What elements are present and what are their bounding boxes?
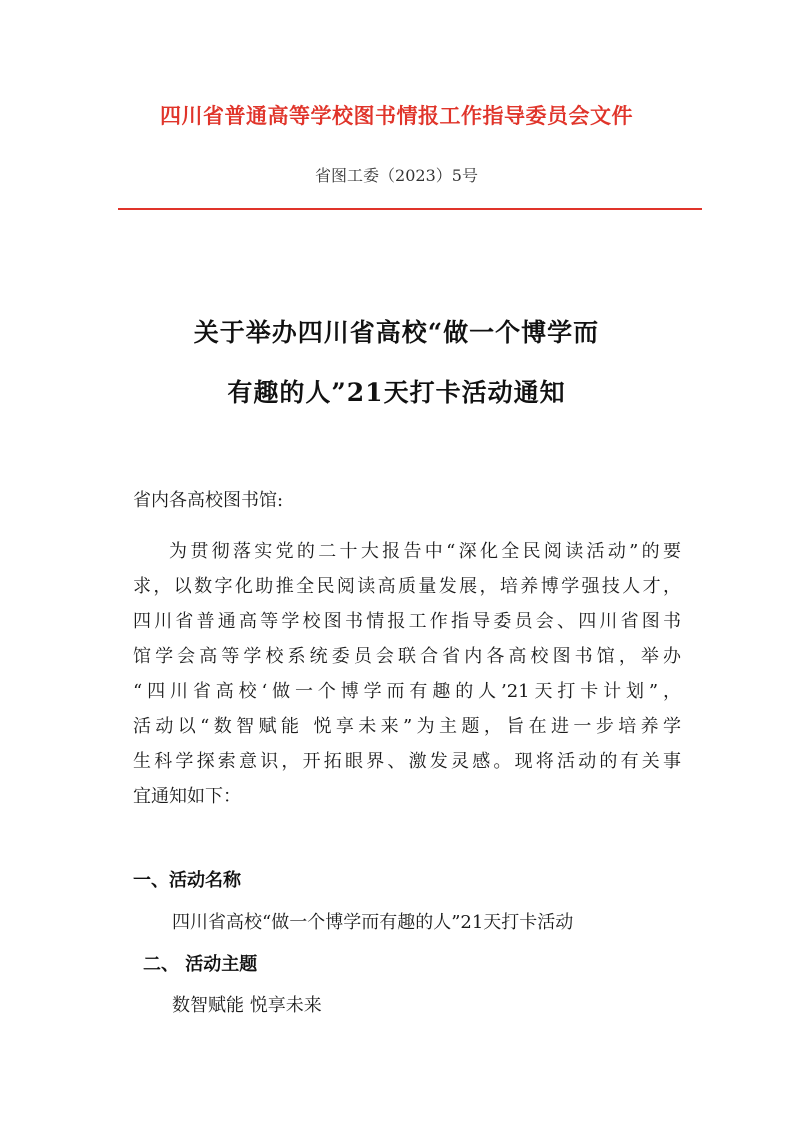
paragraph-line: 活动以“数智赋能 悦享未来”为主题，旨在进一步培养学 [133,716,681,737]
paragraph-line: 馆学会高等学校系统委员会联合省内各高校图书馆，举办 [133,646,681,667]
paragraph-line: 生科学探索意识，开拓眼界、激发灵感。现将活动的有关事 [133,751,681,772]
paragraph-line: “四川省高校‘做一个博学而有趣的人’21天打卡计划”， [133,681,681,702]
paragraph-line: 宜通知如下： [133,786,241,807]
paragraph-line: 四川省普通高等学校图书情报工作指导委员会、四川省图书 [133,611,681,632]
document-title-line-1: 关于举办四川省高校“做一个博学而 [193,318,600,347]
section-content-activity-name: 四川省高校“做一个博学而有趣的人”21天打卡活动 [172,912,574,933]
salutation: 省内各高校图书馆: [133,490,284,511]
section-content-activity-theme: 数智赋能 悦享未来 [172,995,322,1016]
header-divider [118,208,702,210]
paragraph-line: 为贯彻落实党的二十大报告中“深化全民阅读活动”的要 [169,541,681,562]
document-number: 省图工委（2023）5号 [315,166,478,185]
document-title-line-2: 有趣的人”21天打卡活动通知 [227,378,566,407]
paragraph-line: 求，以数字化助推全民阅读高质量发展，培养博学强技人才， [133,576,681,597]
intro-paragraph [133,534,681,814]
section-heading-activity-theme: 二、 活动主题 [143,954,258,975]
section-heading-activity-name: 一、活动名称 [133,870,241,891]
issuer-header: 四川省普通高等学校图书情报工作指导委员会文件 [160,104,633,128]
